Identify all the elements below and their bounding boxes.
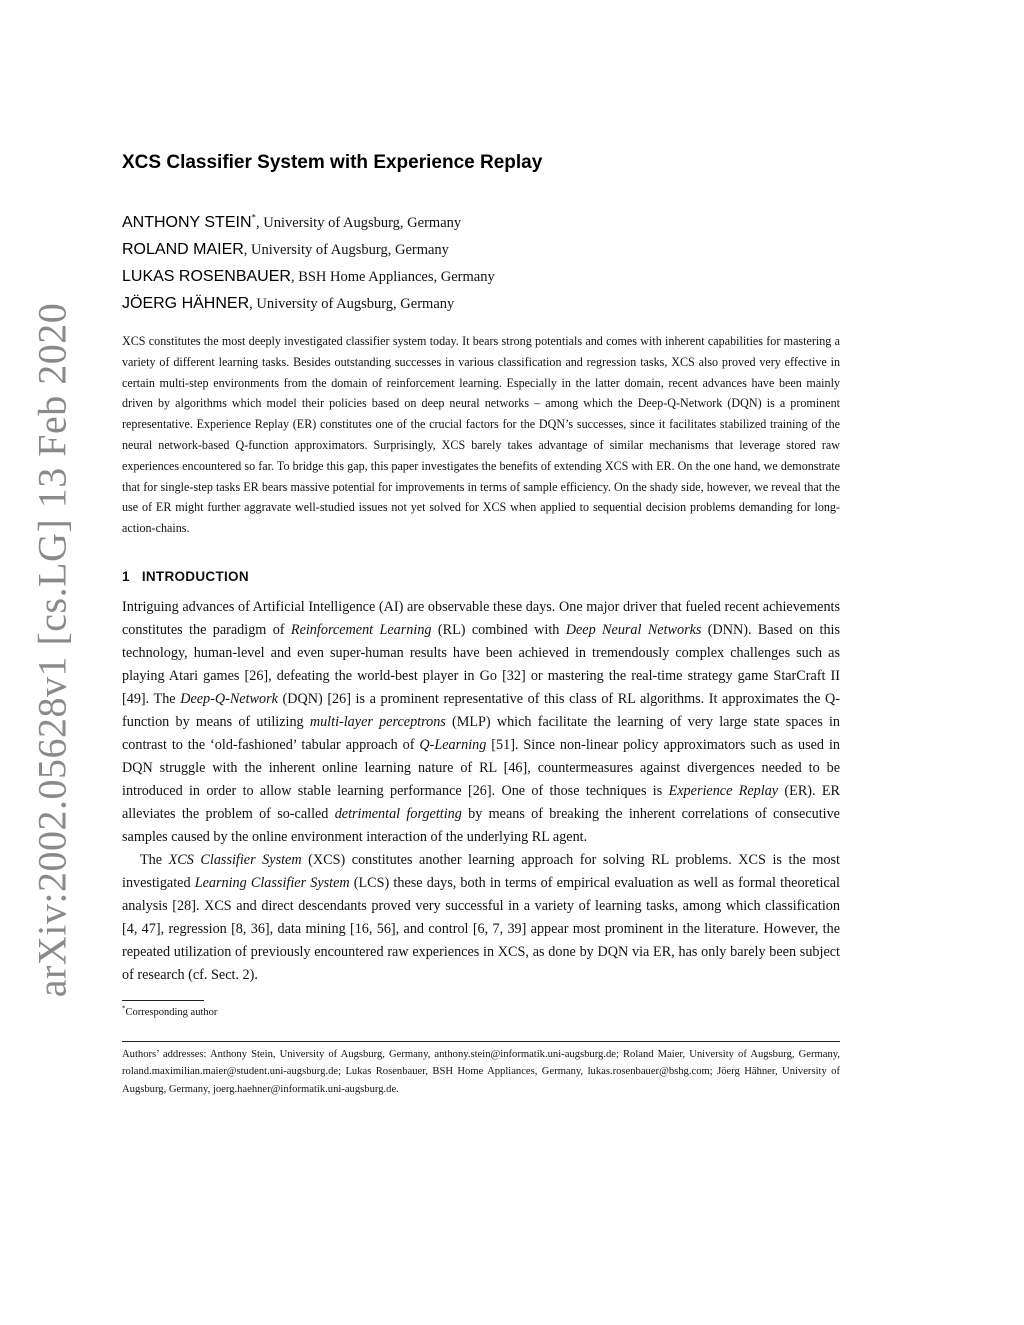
text-run: by means of breaking the inherent correlations of consecutive samples caused by the online environment interaction of the underlying RL agent. bbox=[122, 806, 840, 845]
text-run: The bbox=[140, 852, 169, 868]
footnote-text: Corresponding author bbox=[125, 1007, 218, 1018]
text-run: (RL) combined with bbox=[431, 622, 566, 638]
text-run: [51]. Since non-linear policy approximators such as used in DQN struggle with the inherent online learning nature of RL [46], countermeasures against divergences needed to be introduced in order to allow stable learning performance [26]. One of those techniques is bbox=[122, 737, 840, 799]
footnote bbox=[122, 1004, 840, 1018]
text-run: (MLP) which facilitate the learning of very large state spaces in contrast to the ‘old-fashioned’ tabular approach of bbox=[122, 714, 840, 753]
author-name: JÖERG HÄHNER bbox=[122, 295, 250, 312]
text-run: (DQN) [26] is a prominent representative of this class of RL algorithms. It approximates the Q-function by means of utilizing bbox=[122, 691, 840, 730]
text-run: Intriguing advances of Artificial Intelligence (AI) are observable these days. One major driver that fueled recent achievements constitutes the paradigm of bbox=[122, 599, 840, 638]
introduction-body bbox=[122, 596, 840, 987]
emphasized-term: XCS Classifier System bbox=[168, 852, 302, 868]
author-name: ANTHONY STEIN bbox=[122, 214, 252, 231]
section-heading bbox=[122, 569, 840, 584]
author-list bbox=[122, 209, 840, 317]
addresses-rule bbox=[122, 1041, 840, 1042]
author-name: LUKAS ROSENBAUER bbox=[122, 268, 291, 285]
author-entry bbox=[122, 290, 840, 317]
paragraph bbox=[122, 596, 840, 849]
author-name: ROLAND MAIER bbox=[122, 241, 244, 258]
emphasized-term: Learning Classifier System bbox=[194, 875, 350, 891]
author-affiliation: , University of Augsburg, Germany bbox=[256, 215, 462, 231]
emphasized-term: Experience Replay bbox=[668, 783, 779, 799]
emphasized-term: Deep-Q-Network bbox=[180, 691, 278, 707]
text-run: (ER). ER alleviates the problem of so-called bbox=[122, 783, 840, 822]
footnote-mark: * bbox=[122, 1004, 126, 1013]
paper-title: XCS Classifier System with Experience Replay bbox=[122, 152, 543, 173]
section-number: 1 bbox=[122, 569, 130, 584]
section-title: INTRODUCTION bbox=[141, 569, 249, 584]
author-entry bbox=[122, 236, 840, 263]
text-run: (LCS) these days, both in terms of empirical evaluation as well as formal theoretical analysis [28]. XCS and direct descendants proved very successful in a variety of learning tasks, among which classification [4, 47], regression [8, 36], data mining [16, 56], and control [6, 7, 39] appear most prominent in the literature. However, the repeated utilization of previously encountered raw experiences in XCS, as done by DQN via ER, has only barely been subject of research (cf. Sect. 2). bbox=[122, 875, 840, 983]
emphasized-term: detrimental forgetting bbox=[334, 806, 462, 822]
author-affiliation: , University of Augsburg, Germany bbox=[249, 296, 455, 312]
text-run: (DNN). Based on this technology, human-level and even super-human results have been achieved in tremendously complex challenges such as playing Atari games [26], defeating the world-best player in Go [32] or mastering the real-time strategy game StarCraft II [49]. The bbox=[122, 622, 841, 707]
emphasized-term: multi-layer perceptrons bbox=[309, 714, 446, 730]
arxiv-identifier: arXiv:2002.05628v1 [cs.LG] 13 Feb 2020 bbox=[29, 302, 75, 998]
text-run: (XCS) constitutes another learning approach for solving RL problems. XCS is the most investigated bbox=[122, 852, 841, 891]
corresponding-mark: * bbox=[251, 212, 256, 223]
author-affiliation: , University of Augsburg, Germany bbox=[243, 242, 449, 258]
paragraph bbox=[122, 849, 840, 987]
emphasized-term: Q-Learning bbox=[419, 737, 487, 753]
emphasized-term: Reinforcement Learning bbox=[290, 622, 432, 638]
author-affiliation: , BSH Home Appliances, Germany bbox=[290, 269, 495, 285]
abstract: XCS constitutes the most deeply investigated classifier system today. It bears strong potentials and comes with inherent capabilities for mastering a variety of different learning tasks. Besides outstanding successes in various classification and regression tasks, XCS also proved very effective in certain multi-step environments from the domain of reinforcement learning. Especially in the latter domain, recent advances have been mainly driven by algorithms which model their policies based on deep neural networks – among which the Deep-Q-Network (DQN) is a prominent representative. Experience Replay (ER) constitutes one of the crucial factors for the DQN’s successes, since it facilitates stabilized training of the neural network-based Q-function approximators. Surprisingly, XCS barely takes advantage of similar mechanisms that leverage stored raw experiences encountered so far. To bridge this gap, this paper investigates the benefits of extending XCS with ER. On the one hand, we demonstrate that for single-step tasks ER bears massive potential for improvements in terms of sample efficiency. On the shady side, however, we reveal that the use of ER might further aggravate well-studied issues not yet solved for XCS when applied to sequential decision problems demanding for long-action-chains. bbox=[122, 334, 840, 536]
author-addresses: Authors’ addresses: Anthony Stein, University of Augsburg, Germany, anthony.stein@informatik.uni-augsburg.de; Roland Maier, University of Augsburg, Germany, roland.maximilian.maier@student.uni-augsburg.de; Lukas Rosenbauer, BSH Home Appliances, Germany, lukas.rosenbauer@bshg.com; Jöerg Hähner, University of Augsburg, Germany, joerg.haehner@informatik.uni-augsburg.de. bbox=[122, 1049, 840, 1095]
footnote-rule bbox=[122, 1000, 204, 1001]
emphasized-term: Deep Neural Networks bbox=[565, 622, 702, 638]
author-entry bbox=[122, 209, 840, 236]
author-entry bbox=[122, 263, 840, 290]
